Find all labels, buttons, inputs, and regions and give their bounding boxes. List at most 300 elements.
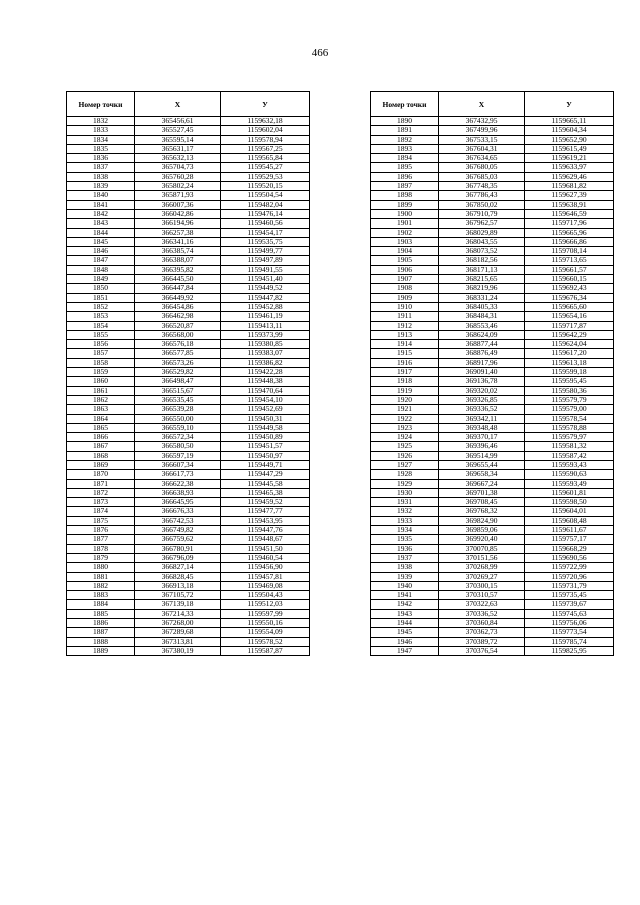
table-row (67, 247, 310, 256)
cell-y: 1159453,95 (221, 516, 310, 525)
table-row (371, 126, 614, 135)
table-row (371, 219, 614, 228)
table-header-row (371, 92, 614, 117)
header-point-number: Номер точки (371, 92, 439, 117)
cell-point-number: 1897 (371, 182, 439, 191)
table-row (67, 358, 310, 367)
cell-y: 1159660,15 (525, 275, 614, 284)
table-row (371, 182, 614, 191)
cell-y: 1159593,43 (525, 460, 614, 469)
cell-x: 366007,36 (135, 200, 221, 209)
header-point-number: Номер точки (67, 92, 135, 117)
table-row (371, 144, 614, 153)
cell-x: 367105,72 (135, 591, 221, 600)
cell-x: 366759,62 (135, 535, 221, 544)
cell-y: 1159545,27 (221, 163, 310, 172)
cell-x: 367533,15 (439, 135, 525, 144)
cell-x: 367748,35 (439, 182, 525, 191)
cell-x: 369658,34 (439, 470, 525, 479)
cell-point-number: 1842 (67, 209, 135, 218)
table-row (371, 191, 614, 200)
cell-point-number: 1924 (371, 433, 439, 442)
table-row (67, 265, 310, 274)
cell-y: 1159373,99 (221, 330, 310, 339)
cell-x: 368331,24 (439, 293, 525, 302)
cell-y: 1159676,34 (525, 293, 614, 302)
cell-x: 366395,82 (135, 265, 221, 274)
cell-x: 366645,95 (135, 498, 221, 507)
cell-point-number: 1934 (371, 526, 439, 535)
table-row (371, 358, 614, 367)
cell-point-number: 1869 (67, 460, 135, 469)
cell-y: 1159460,56 (221, 219, 310, 228)
cell-point-number: 1936 (371, 544, 439, 553)
table-row (67, 535, 310, 544)
cell-y: 1159632,18 (221, 117, 310, 126)
cell-x: 365631,17 (135, 144, 221, 153)
cell-y: 1159470,64 (221, 386, 310, 395)
cell-y: 1159629,46 (525, 172, 614, 181)
table-row (371, 619, 614, 628)
table-row (67, 154, 310, 163)
cell-point-number: 1868 (67, 451, 135, 460)
cell-point-number: 1920 (371, 395, 439, 404)
cell-x: 370389,72 (439, 637, 525, 646)
cell-point-number: 1840 (67, 191, 135, 200)
cell-x: 366550,00 (135, 414, 221, 423)
cell-point-number: 1839 (67, 182, 135, 191)
cell-y: 1159465,38 (221, 488, 310, 497)
table-row (67, 191, 310, 200)
table-row (371, 581, 614, 590)
cell-y: 1159447,76 (221, 526, 310, 535)
cell-x: 365704,73 (135, 163, 221, 172)
table-row (67, 591, 310, 600)
table-header-row (67, 92, 310, 117)
cell-point-number: 1901 (371, 219, 439, 228)
cell-y: 1159652,90 (525, 135, 614, 144)
table-row (371, 414, 614, 423)
cell-point-number: 1890 (371, 117, 439, 126)
table-row (67, 302, 310, 311)
cell-x: 366827,14 (135, 563, 221, 572)
cell-x: 370310,57 (439, 591, 525, 600)
table-row (371, 117, 614, 126)
cell-x: 367214,33 (135, 609, 221, 618)
cell-x: 366607,34 (135, 460, 221, 469)
cell-point-number: 1888 (67, 637, 135, 646)
cell-y: 1159717,87 (525, 321, 614, 330)
table-row (67, 163, 310, 172)
table-row (67, 172, 310, 181)
cell-point-number: 1861 (67, 386, 135, 395)
cell-point-number: 1843 (67, 219, 135, 228)
cell-y: 1159448,38 (221, 377, 310, 386)
table-row (67, 433, 310, 442)
cell-y: 1159598,50 (525, 498, 614, 507)
table-row (67, 293, 310, 302)
cell-x: 365871,93 (135, 191, 221, 200)
cell-point-number: 1945 (371, 628, 439, 637)
cell-y: 1159452,69 (221, 405, 310, 414)
cell-point-number: 1885 (67, 609, 135, 618)
table-row (371, 209, 614, 218)
cell-point-number: 1832 (67, 117, 135, 126)
cell-point-number: 1922 (371, 414, 439, 423)
cell-x: 366617,73 (135, 470, 221, 479)
table-row (67, 386, 310, 395)
cell-y: 1159451,57 (221, 442, 310, 451)
cell-point-number: 1932 (371, 507, 439, 516)
cell-point-number: 1870 (67, 470, 135, 479)
cell-x: 369136,78 (439, 377, 525, 386)
cell-y: 1159825,95 (525, 646, 614, 655)
cell-point-number: 1927 (371, 460, 439, 469)
cell-x: 366780,91 (135, 544, 221, 553)
table-row (371, 386, 614, 395)
cell-y: 1159578,88 (525, 423, 614, 432)
cell-x: 370322,63 (439, 600, 525, 609)
table-row (67, 321, 310, 330)
cell-y: 1159497,89 (221, 256, 310, 265)
cell-point-number: 1940 (371, 581, 439, 590)
table-row (67, 414, 310, 423)
cell-x: 366454,86 (135, 302, 221, 311)
cell-x: 367962,57 (439, 219, 525, 228)
cell-y: 1159512,03 (221, 600, 310, 609)
cell-y: 1159482,04 (221, 200, 310, 209)
table-row (67, 330, 310, 339)
table-row (67, 619, 310, 628)
cell-point-number: 1942 (371, 600, 439, 609)
cell-x: 369655,44 (439, 460, 525, 469)
table-row (371, 312, 614, 321)
table-row (371, 135, 614, 144)
cell-x: 366828,45 (135, 572, 221, 581)
cell-x: 367268,00 (135, 619, 221, 628)
cell-point-number: 1838 (67, 172, 135, 181)
cell-point-number: 1860 (67, 377, 135, 386)
cell-y: 1159593,49 (525, 479, 614, 488)
cell-x: 368917,96 (439, 358, 525, 367)
cell-x: 366573,26 (135, 358, 221, 367)
cell-y: 1159720,96 (525, 572, 614, 581)
cell-point-number: 1872 (67, 488, 135, 497)
cell-x: 366042,86 (135, 209, 221, 218)
cell-point-number: 1852 (67, 302, 135, 311)
table-row (67, 237, 310, 246)
cell-x: 366535,45 (135, 395, 221, 404)
cell-point-number: 1914 (371, 340, 439, 349)
cell-y: 1159590,63 (525, 470, 614, 479)
cell-x: 368171,13 (439, 265, 525, 274)
table-body (371, 117, 614, 656)
cell-y: 1159756,06 (525, 619, 614, 628)
table-row (67, 451, 310, 460)
cell-point-number: 1909 (371, 293, 439, 302)
cell-point-number: 1908 (371, 284, 439, 293)
cell-point-number: 1889 (67, 646, 135, 655)
cell-y: 1159578,52 (221, 637, 310, 646)
cell-x: 366913,18 (135, 581, 221, 590)
cell-point-number: 1917 (371, 368, 439, 377)
header-y: У (525, 92, 614, 117)
header-y: У (221, 92, 310, 117)
cell-y: 1159587,42 (525, 451, 614, 460)
cell-x: 369348,48 (439, 423, 525, 432)
cell-x: 367685,03 (439, 172, 525, 181)
table-row (67, 563, 310, 572)
cell-x: 369768,32 (439, 507, 525, 516)
cell-y: 1159565,84 (221, 154, 310, 163)
cell-x: 369824,90 (439, 516, 525, 525)
cell-x: 366194,96 (135, 219, 221, 228)
cell-point-number: 1905 (371, 256, 439, 265)
cell-x: 366447,84 (135, 284, 221, 293)
cell-y: 1159731,79 (525, 581, 614, 590)
cell-point-number: 1900 (371, 209, 439, 218)
cell-point-number: 1884 (67, 600, 135, 609)
table-row (371, 321, 614, 330)
cell-y: 1159450,89 (221, 433, 310, 442)
cell-point-number: 1935 (371, 535, 439, 544)
cell-x: 365456,61 (135, 117, 221, 126)
cell-x: 368043,55 (439, 237, 525, 246)
cell-y: 1159604,34 (525, 126, 614, 135)
table-row (371, 154, 614, 163)
cell-point-number: 1925 (371, 442, 439, 451)
cell-x: 369396,46 (439, 442, 525, 451)
cell-x: 369320,02 (439, 386, 525, 395)
table-row (67, 609, 310, 618)
cell-x: 366385,74 (135, 247, 221, 256)
cell-x: 368876,49 (439, 349, 525, 358)
table-row (67, 228, 310, 237)
table-row (371, 526, 614, 535)
cell-y: 1159613,18 (525, 358, 614, 367)
cell-y: 1159601,81 (525, 488, 614, 497)
cell-point-number: 1853 (67, 312, 135, 321)
cell-point-number: 1876 (67, 526, 135, 535)
cell-point-number: 1928 (371, 470, 439, 479)
cell-x: 366742,53 (135, 516, 221, 525)
table-row (371, 237, 614, 246)
table-row (371, 275, 614, 284)
cell-point-number: 1915 (371, 349, 439, 358)
cell-point-number: 1947 (371, 646, 439, 655)
cell-x: 366577,85 (135, 349, 221, 358)
cell-x: 368073,52 (439, 247, 525, 256)
cell-x: 366576,18 (135, 340, 221, 349)
cell-y: 1159499,77 (221, 247, 310, 256)
cell-y: 1159690,56 (525, 553, 614, 562)
cell-point-number: 1894 (371, 154, 439, 163)
table-body (67, 117, 310, 656)
cell-y: 1159692,43 (525, 284, 614, 293)
table-row (371, 470, 614, 479)
cell-point-number: 1881 (67, 572, 135, 581)
cell-y: 1159459,52 (221, 498, 310, 507)
cell-y: 1159773,54 (525, 628, 614, 637)
cell-y: 1159520,15 (221, 182, 310, 191)
cell-x: 367289,68 (135, 628, 221, 637)
table-row (67, 275, 310, 284)
table-row (67, 488, 310, 497)
cell-x: 367499,96 (439, 126, 525, 135)
cell-y: 1159646,59 (525, 209, 614, 218)
cell-point-number: 1873 (67, 498, 135, 507)
cell-y: 1159627,39 (525, 191, 614, 200)
cell-y: 1159735,45 (525, 591, 614, 600)
cell-point-number: 1929 (371, 479, 439, 488)
table-row (67, 126, 310, 135)
cell-point-number: 1943 (371, 609, 439, 618)
cell-x: 368219,96 (439, 284, 525, 293)
cell-point-number: 1854 (67, 321, 135, 330)
cell-point-number: 1919 (371, 386, 439, 395)
cell-point-number: 1871 (67, 479, 135, 488)
table-row (67, 256, 310, 265)
cell-x: 369336,52 (439, 405, 525, 414)
cell-point-number: 1926 (371, 451, 439, 460)
cell-y: 1159661,57 (525, 265, 614, 274)
table-row (67, 526, 310, 535)
cell-y: 1159454,17 (221, 228, 310, 237)
cell-x: 368215,65 (439, 275, 525, 284)
cell-point-number: 1849 (67, 275, 135, 284)
cell-point-number: 1891 (371, 126, 439, 135)
cell-y: 1159668,29 (525, 544, 614, 553)
cell-y: 1159413,11 (221, 321, 310, 330)
cell-x: 366597,19 (135, 451, 221, 460)
cell-x: 366257,38 (135, 228, 221, 237)
cell-point-number: 1912 (371, 321, 439, 330)
cell-point-number: 1879 (67, 553, 135, 562)
cell-x: 368877,44 (439, 340, 525, 349)
coordinates-table-right (370, 91, 614, 656)
cell-x: 366498,47 (135, 377, 221, 386)
cell-y: 1159604,01 (525, 507, 614, 516)
table-row (67, 284, 310, 293)
table-row (67, 312, 310, 321)
cell-point-number: 1833 (67, 126, 135, 135)
table-row (371, 368, 614, 377)
cell-point-number: 1877 (67, 535, 135, 544)
cell-x: 368553,46 (439, 321, 525, 330)
cell-y: 1159681,82 (525, 182, 614, 191)
cell-x: 366796,09 (135, 553, 221, 562)
cell-point-number: 1904 (371, 247, 439, 256)
cell-y: 1159383,07 (221, 349, 310, 358)
cell-y: 1159595,45 (525, 377, 614, 386)
cell-x: 366539,28 (135, 405, 221, 414)
cell-point-number: 1846 (67, 247, 135, 256)
table-row (371, 340, 614, 349)
cell-point-number: 1910 (371, 302, 439, 311)
cell-y: 1159665,60 (525, 302, 614, 311)
table-row (371, 247, 614, 256)
table-row (67, 395, 310, 404)
table-row (67, 368, 310, 377)
cell-point-number: 1903 (371, 237, 439, 246)
cell-point-number: 1858 (67, 358, 135, 367)
cell-x: 369920,40 (439, 535, 525, 544)
cell-y: 1159451,40 (221, 275, 310, 284)
cell-point-number: 1836 (67, 154, 135, 163)
table-row (67, 572, 310, 581)
cell-y: 1159642,29 (525, 330, 614, 339)
cell-x: 370336,52 (439, 609, 525, 618)
table-row (371, 507, 614, 516)
cell-y: 1159457,81 (221, 572, 310, 581)
cell-y: 1159579,97 (525, 433, 614, 442)
header-x: X (135, 92, 221, 117)
cell-y: 1159717,96 (525, 219, 614, 228)
cell-y: 1159579,00 (525, 405, 614, 414)
cell-x: 368182,56 (439, 256, 525, 265)
table-row (67, 423, 310, 432)
cell-point-number: 1864 (67, 414, 135, 423)
cell-y: 1159654,16 (525, 312, 614, 321)
table-row (67, 600, 310, 609)
cell-y: 1159633,97 (525, 163, 614, 172)
cell-point-number: 1939 (371, 572, 439, 581)
cell-x: 370151,56 (439, 553, 525, 562)
cell-y: 1159386,82 (221, 358, 310, 367)
cell-x: 367139,18 (135, 600, 221, 609)
cell-y: 1159615,49 (525, 144, 614, 153)
table-row (371, 228, 614, 237)
table-row (67, 340, 310, 349)
cell-y: 1159581,32 (525, 442, 614, 451)
cell-x: 369342,11 (439, 414, 525, 423)
table-row (67, 553, 310, 562)
cell-y: 1159739,67 (525, 600, 614, 609)
cell-y: 1159449,52 (221, 284, 310, 293)
cell-x: 366580,50 (135, 442, 221, 451)
cell-point-number: 1850 (67, 284, 135, 293)
cell-x: 366572,34 (135, 433, 221, 442)
cell-point-number: 1851 (67, 293, 135, 302)
cell-x: 366638,93 (135, 488, 221, 497)
cell-y: 1159454,10 (221, 395, 310, 404)
cell-x: 367634,65 (439, 154, 525, 163)
cell-y: 1159550,16 (221, 619, 310, 628)
cell-point-number: 1855 (67, 330, 135, 339)
cell-point-number: 1844 (67, 228, 135, 237)
table-row (371, 433, 614, 442)
cell-y: 1159504,43 (221, 591, 310, 600)
cell-y: 1159587,87 (221, 646, 310, 655)
cell-y: 1159785,74 (525, 637, 614, 646)
cell-y: 1159599,18 (525, 368, 614, 377)
cell-point-number: 1941 (371, 591, 439, 600)
table-row (67, 470, 310, 479)
cell-point-number: 1878 (67, 544, 135, 553)
table-row (371, 330, 614, 339)
cell-x: 367380,19 (135, 646, 221, 655)
table-row (371, 628, 614, 637)
table-row (67, 507, 310, 516)
cell-y: 1159665,11 (525, 117, 614, 126)
cell-point-number: 1880 (67, 563, 135, 572)
table-row (371, 553, 614, 562)
cell-point-number: 1856 (67, 340, 135, 349)
table-row (371, 200, 614, 209)
cell-point-number: 1931 (371, 498, 439, 507)
cell-y: 1159624,04 (525, 340, 614, 349)
cell-y: 1159619,21 (525, 154, 614, 163)
